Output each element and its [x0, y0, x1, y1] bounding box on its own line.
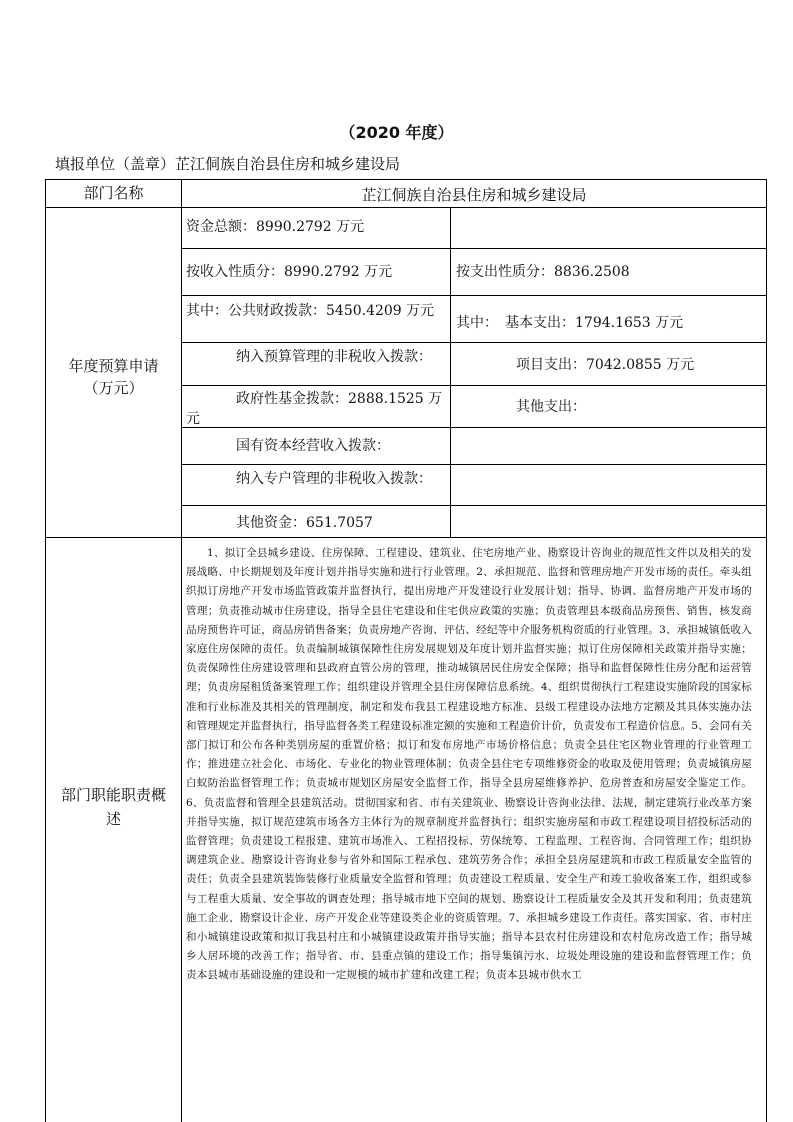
value-column-divider: [450, 207, 451, 537]
project-expenditure: 项目支出：7042.0855 万元: [516, 357, 695, 373]
table-border-right: [766, 179, 767, 1122]
government-fund-appropriation: 政府性基金拨款：2888.1525 万元: [186, 391, 443, 427]
row-divider: [181, 464, 766, 465]
total-funds: 资金总额：8990.2792 万元: [186, 219, 365, 235]
duties-label: 部门职能职责概述: [60, 786, 166, 828]
state-capital-income: 国有资本经营收入拨款：: [236, 438, 390, 454]
duties-description: 1、拟订全县城乡建设、住房保障、工程建设、建筑业、住宅房地产业、勘察设计咨询业的规范性文件以及相关的发展战略、中长期规划及年度计划并指导实施和进行行业管理。2、承担规范、监督和管理房地产开发市场的责任。牵头组织拟订房地产开发市场监管政策并监督执行，提出房地产开发建设行业发展计划；指导、协调、监督房地产开发市场的管理；负责推动城市住房建设，指导全县住宅建设和住宅供应政策的实施；负责管理县本级商品房预售、销售，核发商品房预售许可证，商品房销售备案；负责房地产咨询、评估、经纪等中介服务机构资质的行业管理。3、承担城镇低收入家庭住房保障的责任。负责编制城镇保障性住房发展规划及年度计划并监督实施；拟订住房保障相关政策并指导实施；负责保障性住房建设管理和县政府直管公房的管理，推动城镇居民住房安全保障；指导和监督保障性住房分配和运营管理；负责房屋租赁备案管理工作；组织建设并管理全县住房保障信息系统。4、组织贯彻执行工程建设实施阶段的国家标准和行业标准及其相关的管理制度，制定和发布我县工程建设地方标准、县级工程建设办法地方定额及其具体实施办法和管理规定并监督执行，指导监督各类工程建设标准定额的实施和工程造价计价，负责发布工程造价信息。5、会同有关部门拟订和公布各种类别房屋的重置价格；拟订和发布房地产市场价格信息；负责全县住宅区物业管理的行业管理工作；推进建立社会化、市场化、专业化的物业管理体制；负责全县住宅专项维修资金的收取及使用管理；负责城镇房屋白蚁防治监督管理工作；负责城市规划区房屋安全监督工作，指导全县房屋维修养护、危房普查和房屋安全鉴定工作。6、负责监督和管理全县建筑活动。贯彻国家和省、市有关建筑业、勘察设计咨询业法律、法规，制定建筑行业改革方案并指导实施，拟订规范建筑市场各方主体行为的规章制度并监督执行；组织实施房屋和市政工程建设项目招投标活动的监督管理；负责建设工程报建、建筑市场准入、工程招投标、劳保统筹、工程监理、工程咨询、合同管理工作；组织协调建筑企业、勘察设计咨询业参与省外和国际工程承包、建筑劳务合作；承担全县房屋建筑和市政工程质量安全监管的责任；负责全县建筑装饰装修行业质量安全监督和管理；负责建设工程质量、安全生产和竣工验收备案工作，组织或参与工程重大质量、安全事故的调查处理；指导城市地下空间的规划、勘察设计工程质量安全及其开发和利用；负责建筑施工企业、勘察设计企业、房产开发企业等建设类企业的资质管理。7、承担城乡建设工作责任。落实国家、省、市村庄和小城镇建设政策和拟订我县村庄和小城镇建设政策并指导实施；指导本县农村住房建设和农村危房改造工作；指导城乡人居环境的改善工作；指导省、市、县重点镇的建设工作；指导集镇污水、垃圾处理设施的建设和监督管理工作；负责本县城市基础设施的建设和一定规模的城市扩建和改建工程；负责本县城市供水工: [186, 547, 752, 982]
special-account-nontax-income: 纳入专户管理的非税收入拨款：: [236, 471, 432, 487]
income-nature-total: 按收入性质分：8990.2792 万元: [186, 264, 393, 280]
table-border-top: [45, 179, 766, 180]
row-divider: [45, 537, 766, 538]
basic-expenditure: 其中： 基本支出：1794.1653 万元: [456, 315, 684, 331]
row-divider: [181, 248, 766, 249]
row-divider: [45, 207, 766, 208]
report-year: （2020 年度）: [339, 123, 454, 142]
table-border-left: [45, 179, 46, 1122]
row-divider: [181, 385, 766, 386]
dept-name-value: 芷江侗族自治县住房和城乡建设局: [361, 186, 587, 204]
budget-nontax-income: 纳入预算管理的非税收入拨款：: [236, 349, 432, 365]
other-funds: 其他资金：651.7057: [236, 515, 373, 531]
budget-label: 年度预算申请（万元）: [68, 357, 159, 397]
public-finance-appropriation: 其中：公共财政拨款：5450.4209 万元: [186, 303, 435, 319]
row-divider: [181, 505, 766, 506]
row-divider: [181, 342, 766, 343]
other-expenditure: 其他支出：: [516, 399, 586, 415]
row-divider: [181, 295, 766, 296]
filing-unit: 填报单位（盖章）芷江侗族自治县住房和城乡建设局: [55, 155, 401, 173]
expense-nature-total: 按支出性质分：8836.2508: [456, 264, 630, 280]
dept-name-label: 部门名称: [83, 184, 144, 202]
label-column-divider: [181, 179, 182, 1122]
